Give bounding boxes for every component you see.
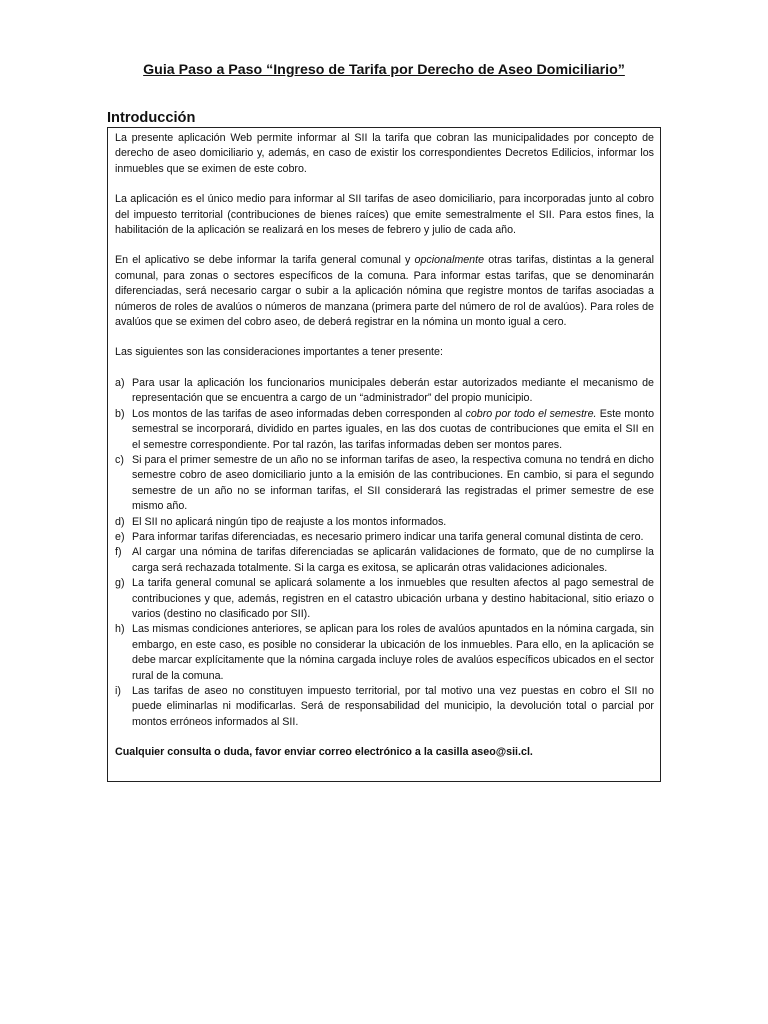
list-item	[115, 515, 654, 530]
list-item-text: Para informar tarifas diferenciadas, es necesario primero indicar una tarifa general comunal distinta de cero.	[132, 530, 644, 543]
intro-paragraph-3-italic: opcionalmente	[414, 254, 485, 267]
list-item	[115, 576, 654, 622]
list-item-text: Las mismas condiciones anteriores, se aplican para los roles de avalúos apuntados en la nómina cargada, sin embargo, en este caso, es posible no considerar la ubicación de los inmuebles. Para ello, en la aplicación se debe marcar explícitamente que la nómina cargada incluye roles de avalúos específicos ubicados en el sector rural de la comuna.	[132, 623, 654, 682]
list-item-text: Las tarifas de aseo no constituyen impuesto territorial, por tal motivo una vez puestas en cobro el SII no puede eliminarlas ni modificarlas. Será de responsabilidad del municipio, la devolución total o parcial por montos erróneos informados al SII.	[132, 685, 654, 728]
intro-paragraph-2: La aplicación es el único medio para informar al SII tarifas de aseo domiciliario, para incorporadas junto al cobro del impuesto territorial (contribuciones de bienes raíces) que emite semestralmente el SII. Para estos fines, la habilitación de la aplicación se realizará en los meses de febrero y julio de cada año.	[115, 193, 654, 237]
list-marker: e)	[115, 530, 125, 543]
considerations-list	[115, 376, 654, 730]
list-marker: g)	[115, 577, 125, 590]
list-item	[115, 530, 654, 545]
list-item	[115, 453, 654, 515]
list-marker: h)	[115, 623, 125, 636]
intro-paragraph-3-end: otras tarifas, distintas a la general comunal, para zonas o sectores específicos de la comuna. Para informar estas tarifas, que se denominarán diferenciadas, será necesario cargar o subir a la aplicación nómina que registre montos de tarifas asociadas a números de roles de avalúos o números de manzana (primera parte del número de rol de avalúos). Para roles de avalúos que se eximen del cobro aseo, de deberá registrar en la nómina un monto igual a cero.	[115, 254, 654, 329]
list-item	[115, 376, 654, 407]
list-marker: f)	[115, 546, 122, 559]
list-marker: c)	[115, 453, 124, 466]
document-title: Guia Paso a Paso “Ingreso de Tarifa por Derecho de Aseo Domiciliario”	[143, 62, 625, 78]
list-item	[115, 545, 654, 576]
introduction-box	[107, 127, 661, 782]
section-heading: Introducción	[107, 110, 196, 126]
list-item-text: Si para el primer semestre de un año no se informan tarifas de aseo, la respectiva comuna no tendrá en dicho semestre cobro de aseo domiciliario junto a la emisión de las contribuciones. En cambio, si para el segundo semestre de un año no se informan tarifas, el SII considerará las registradas el primer semestre de ese mismo año.	[132, 453, 654, 513]
list-item-text: El SII no aplicará ningún tipo de reajuste a los montos informados.	[132, 515, 447, 528]
list-item-text-start: Los montos de las tarifas de aseo informadas deben corresponden al	[132, 407, 466, 420]
considerations-intro: Las siguientes son las consideraciones importantes a tener presente:	[115, 346, 443, 359]
intro-paragraph-1: La presente aplicación Web permite informar al SII la tarifa que cobran las municipalidades por concepto de derecho de aseo domiciliario y, además, en caso de existir los correspondientes Decretos Edilicios, informar los inmuebles que se eximen de este cobro.	[115, 132, 654, 175]
list-marker: a)	[115, 376, 125, 389]
list-item-text-italic: cobro por todo el semestre.	[465, 407, 597, 420]
intro-paragraph-3	[115, 253, 654, 330]
list-item-text-end: Este monto semestral se incorporará, dividido en partes iguales, en las dos cuotas de contribuciones que emita el SII en el semestre correspondiente. Por tal razón, las tarifas informadas deben ser montos pares.	[132, 407, 655, 451]
list-item	[115, 684, 654, 730]
list-item-text: Al cargar una nómina de tarifas diferenciadas se aplicarán validaciones de formato, que de no cumplirse la carga será rechazada totalmente. Si la carga es exitosa, se aplicarán otras validaciones adicionales.	[132, 546, 654, 574]
list-marker: d)	[115, 515, 125, 528]
contact-note: Cualquier consulta o duda, favor enviar correo electrónico a la casilla aseo@sii.cl.	[115, 746, 533, 759]
list-marker: i)	[115, 685, 121, 697]
list-item	[115, 407, 654, 453]
list-item-text: La tarifa general comunal se aplicará solamente a los inmuebles que resulten afectos al pago semestral de contribuciones y que, además, registren en el catastro ubicación urbana y destino habitacional, sitio eriazo o varios (destino no clasificado por SII).	[132, 577, 654, 620]
list-item	[115, 622, 654, 684]
list-item-text: Para usar la aplicación los funcionarios municipales deberán estar autorizados mediante el mecanismo de representación que se encuentra a cargo de un “administrador” del propio municipio.	[132, 376, 654, 405]
list-marker: b)	[115, 407, 125, 420]
intro-paragraph-3-start: En el aplicativo se debe informar la tarifa general comunal y	[115, 254, 415, 267]
